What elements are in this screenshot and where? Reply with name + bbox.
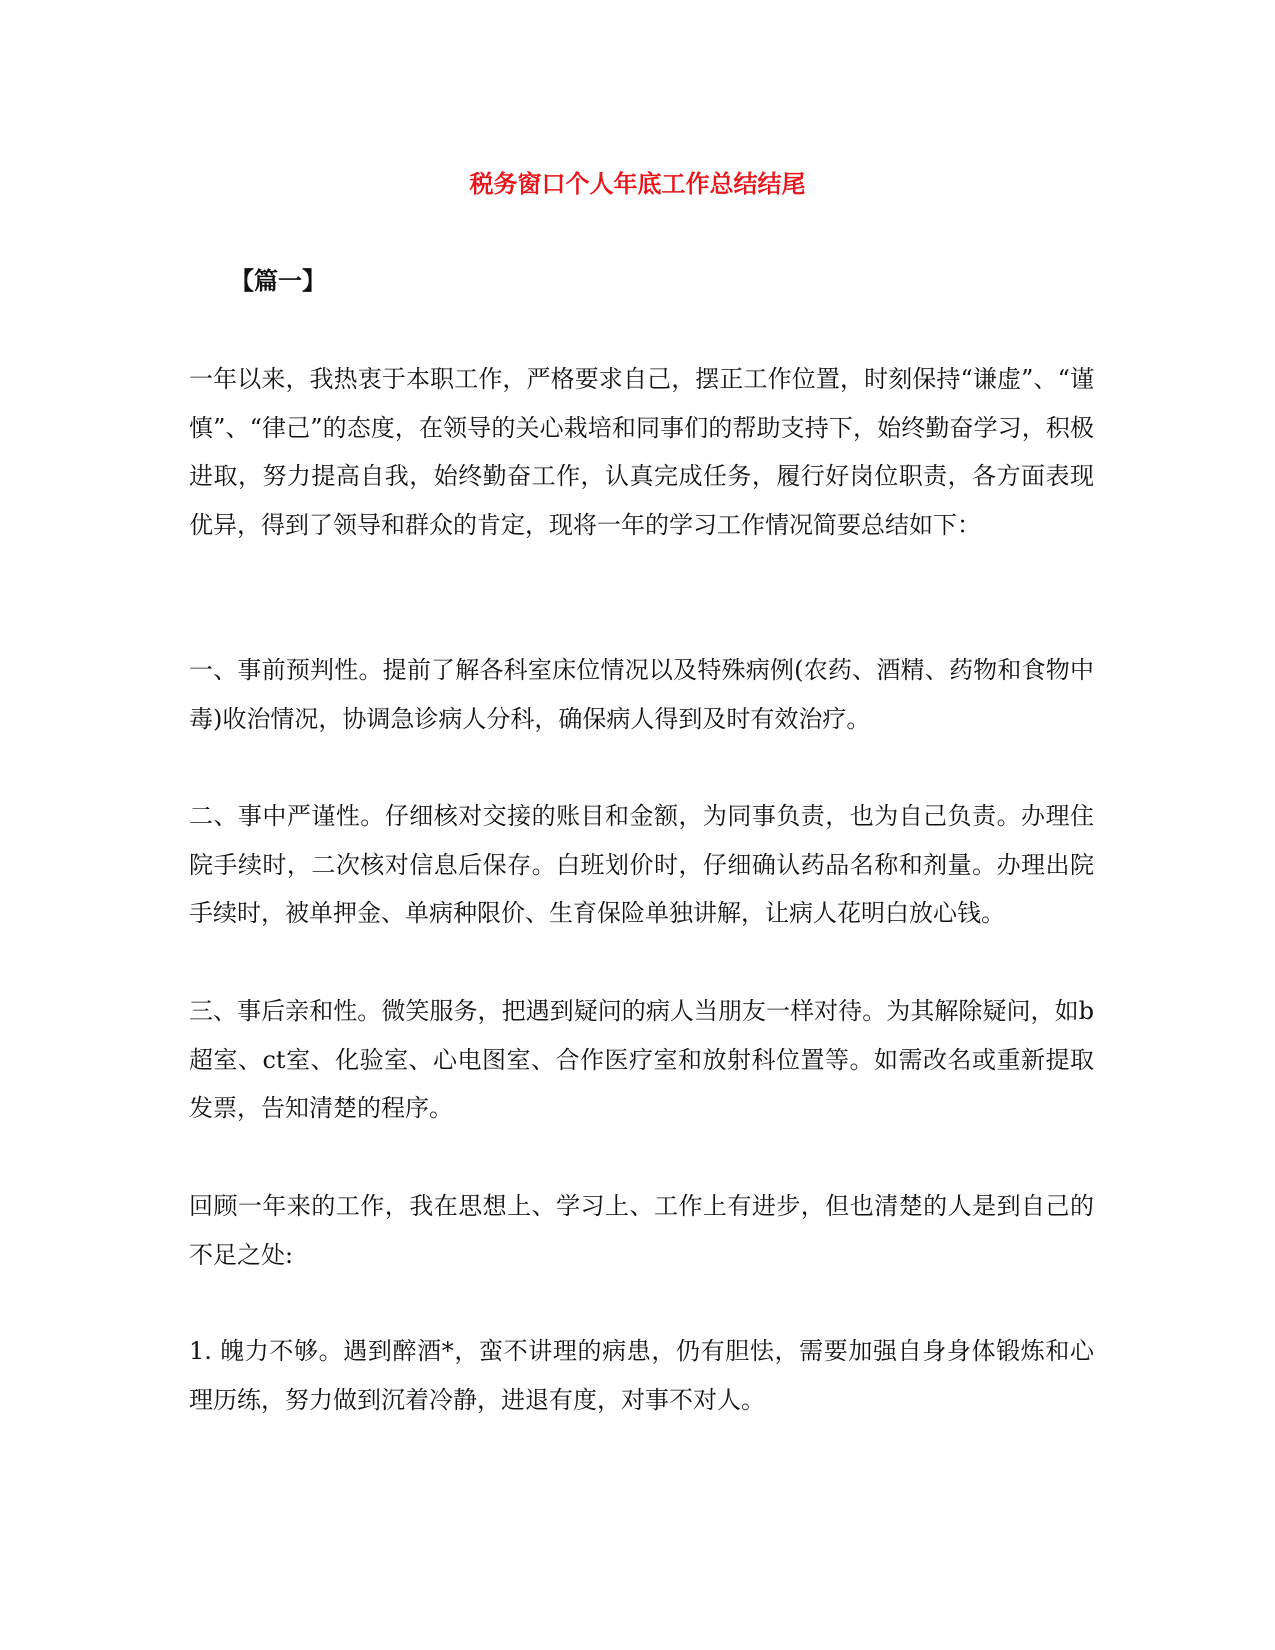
paragraph-point-1: 一、事前预判性。提前了解各科室床位情况以及特殊病例(农药、酒精、药物和食物中毒)收治情况，协调急诊病人分科，确保病人得到及时有效治疗。: [189, 656, 1094, 733]
paragraph-review: 回顾一年来的工作，我在思想上、学习上、工作上有进步，但也清楚的人是到自己的不足之处:: [189, 1192, 1094, 1269]
paragraph-intro: 一年以来，我热衷于本职工作，严格要求自己，摆正工作位置，时刻保持“谦虚”、“谨慎”、“律己”的态度，在领导的关心栽培和同事们的帮助支持下，始终勤奋学习，积极进取，努力提高自我，始终勤奋工作，认真完成任务，履行好岗位职责，各方面表现优异，得到了领导和群众的肯定，现将一年的学习工作情况简要总结如下：: [189, 365, 1094, 539]
section-label: 【篇一】: [230, 266, 326, 295]
document-title: 税务窗口个人年底工作总结结尾: [469, 169, 806, 198]
paragraph-point-3: 三、事后亲和性。微笑服务，把遇到疑问的病人当朋友一样对待。为其解除疑问，如b超室、ct室、化验室、心电图室、合作医疗室和放射科位置等。如需改名或重新提取发票，告知清楚的程序。: [189, 997, 1094, 1122]
paragraph-shortcoming-1: 1. 魄力不够。遇到醉酒*，蛮不讲理的病患，仍有胆怯，需要加强自身身体锻炼和心理历练，努力做到沉着冷静，进退有度，对事不对人。: [189, 1337, 1094, 1414]
paragraph-point-2: 二、事中严谨性。仔细核对交接的账目和金额，为同事负责，也为自己负责。办理住院手续时，二次核对信息后保存。白班划价时，仔细确认药品名称和剂量。办理出院手续时，被单押金、单病种限价、生育保险单独讲解，让病人花明白放心钱。: [189, 802, 1094, 927]
